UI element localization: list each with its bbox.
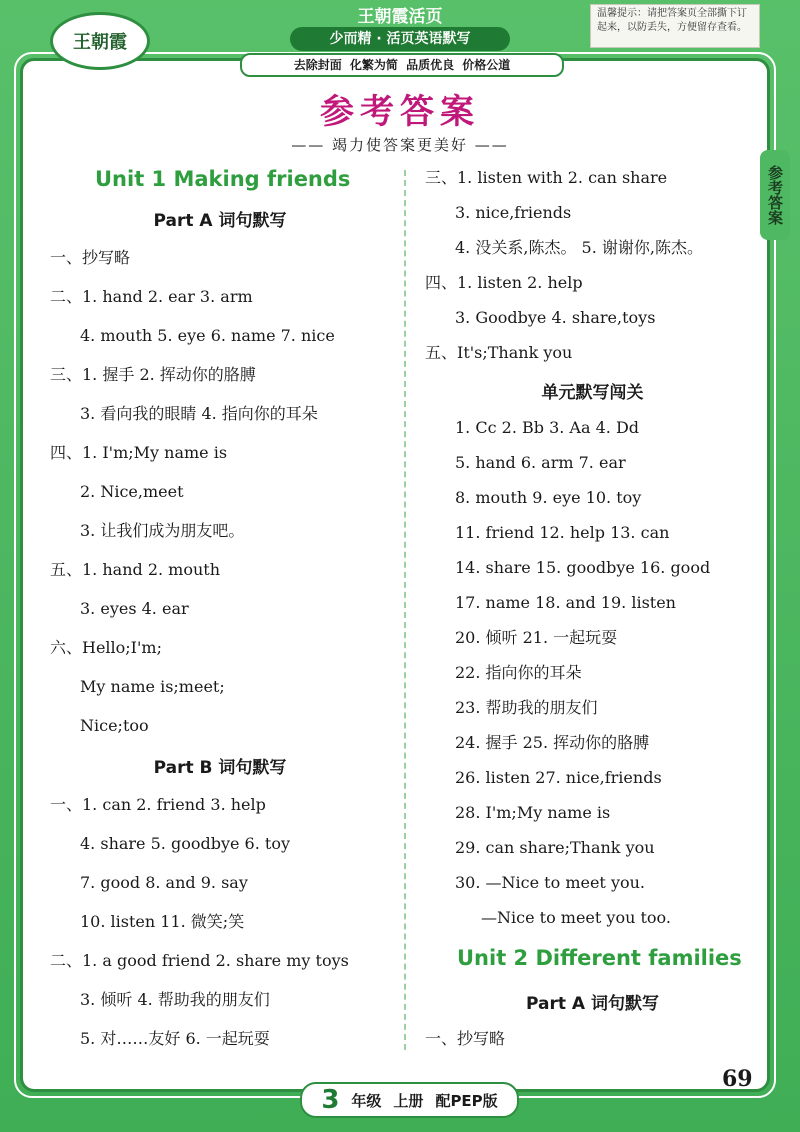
answer-line: 一、1. can 2. friend 3. help bbox=[50, 794, 266, 814]
answer-line: 四、1. listen 2. help bbox=[425, 272, 583, 292]
brand-title: 王朝霞活页 bbox=[357, 7, 443, 27]
answer-list-continued bbox=[425, 160, 760, 370]
answer-line: 4. mouth 5. eye 6. name 7. nice bbox=[80, 325, 335, 345]
answer-line: 3. 倾听 4. 帮助我的朋友们 bbox=[80, 989, 270, 1009]
section-title: 单元默写闯关 bbox=[541, 382, 644, 403]
answer-line: 五、It's;Thank you bbox=[425, 342, 573, 362]
answer-line: —Nice to meet you too. bbox=[481, 907, 671, 927]
answer-line: 14. share 15. goodbye 16. good bbox=[455, 557, 711, 577]
edition-label: 配PEP版 bbox=[435, 1091, 498, 1110]
section-title: Part A 词句默写 bbox=[153, 210, 287, 231]
answer-line: 26. listen 27. nice,friends bbox=[455, 767, 662, 787]
answer-list-part-a bbox=[50, 238, 390, 745]
term-label: 上册 bbox=[393, 1091, 424, 1110]
series-banner: 少而精 · 活页英语默写 bbox=[290, 27, 510, 51]
answer-line: 3. nice,friends bbox=[455, 202, 572, 222]
answer-list-review bbox=[425, 410, 760, 900]
answer-line: 六、Hello;I'm; bbox=[50, 637, 162, 657]
brand-logo bbox=[50, 12, 150, 70]
page-subtitle: —— 竭力使答案更美好 —— bbox=[291, 136, 509, 154]
answer-line: 3. Goodbye 4. share,toys bbox=[455, 307, 656, 327]
answer-line: 4. share 5. goodbye 6. toy bbox=[80, 833, 290, 853]
answer-line: 24. 握手 25. 挥动你的胳膊 bbox=[455, 732, 650, 752]
right-column bbox=[425, 160, 760, 1056]
answer-line: 22. 指向你的耳朵 bbox=[455, 662, 582, 682]
answer-line: 20. 倾听 21. 一起玩耍 bbox=[455, 627, 618, 647]
slogan-banner: 去除封面 化繁为简 品质优良 价格公道 bbox=[240, 53, 564, 77]
column-divider bbox=[404, 170, 406, 1050]
answer-line: 17. name 18. and 19. listen bbox=[455, 592, 676, 612]
answer-line: 3. eyes 4. ear bbox=[80, 598, 189, 618]
answer-line: 五、1. hand 2. mouth bbox=[50, 559, 221, 579]
unit-title: Unit 2 Different families bbox=[457, 946, 742, 970]
answer-line: 28. I'm;My name is bbox=[455, 802, 611, 822]
answer-line: 1. Cc 2. Bb 3. Aa 4. Dd bbox=[455, 417, 640, 437]
answer-list-part-b bbox=[50, 785, 390, 1058]
grade-number: 3 bbox=[321, 1085, 340, 1115]
section-title: Part B 词句默写 bbox=[153, 757, 287, 778]
notice-box: 温馨提示：请把答案页全部撕下订起来，以防丢失，方便留存查看。 bbox=[590, 4, 760, 48]
answer-line: 5. hand 6. arm 7. ear bbox=[455, 452, 626, 472]
answer-line: 三、1. 握手 2. 挥动你的胳膊 bbox=[50, 364, 256, 384]
answer-line: 5. 对……友好 6. 一起玩耍 bbox=[80, 1028, 270, 1048]
answer-line: 3. 看向我的眼睛 4. 指向你的耳朵 bbox=[80, 403, 318, 423]
answer-line: Nice;too bbox=[80, 715, 149, 735]
grade-label: 年级 bbox=[351, 1091, 382, 1110]
answer-line: 4. 没关系,陈杰。 5. 谢谢你,陈杰。 bbox=[455, 237, 703, 257]
answer-line: 3. 让我们成为朋友吧。 bbox=[80, 520, 245, 540]
left-column bbox=[50, 160, 390, 1058]
answer-line: 11. friend 12. help 13. can bbox=[455, 522, 670, 542]
side-tab-answers: 参考答案 bbox=[760, 150, 790, 240]
answer-line: 2. Nice,meet bbox=[80, 481, 184, 501]
answer-line: 四、1. I'm;My name is bbox=[50, 442, 228, 462]
answer-line: 23. 帮助我的朋友们 bbox=[455, 697, 598, 717]
answer-line: 29. can share;Thank you bbox=[455, 837, 655, 857]
answer-line: 二、1. a good friend 2. share my toys bbox=[50, 950, 349, 970]
answer-line: 三、1. listen with 2. can share bbox=[425, 167, 668, 187]
answer-line: 7. good 8. and 9. say bbox=[80, 872, 248, 892]
page-number: 69 bbox=[722, 1066, 753, 1092]
grade-footer bbox=[300, 1082, 519, 1118]
answer-line: 一、抄写略 bbox=[50, 247, 131, 267]
answer-line: 30. —Nice to meet you. bbox=[455, 872, 645, 892]
answer-line: 8. mouth 9. eye 10. toy bbox=[455, 487, 642, 507]
logo-text: 王朝霞 bbox=[73, 32, 127, 53]
answer-line: 二、1. hand 2. ear 3. arm bbox=[50, 286, 253, 306]
section-title: Part A 词句默写 bbox=[526, 993, 659, 1014]
answer-line: 10. listen 11. 微笑;笑 bbox=[80, 911, 245, 931]
answer-line: 一、抄写略 bbox=[425, 1028, 506, 1048]
unit-title: Unit 1 Making friends bbox=[95, 167, 351, 191]
page-title: 参考答案 bbox=[320, 92, 480, 132]
answer-line: My name is;meet; bbox=[80, 676, 225, 696]
